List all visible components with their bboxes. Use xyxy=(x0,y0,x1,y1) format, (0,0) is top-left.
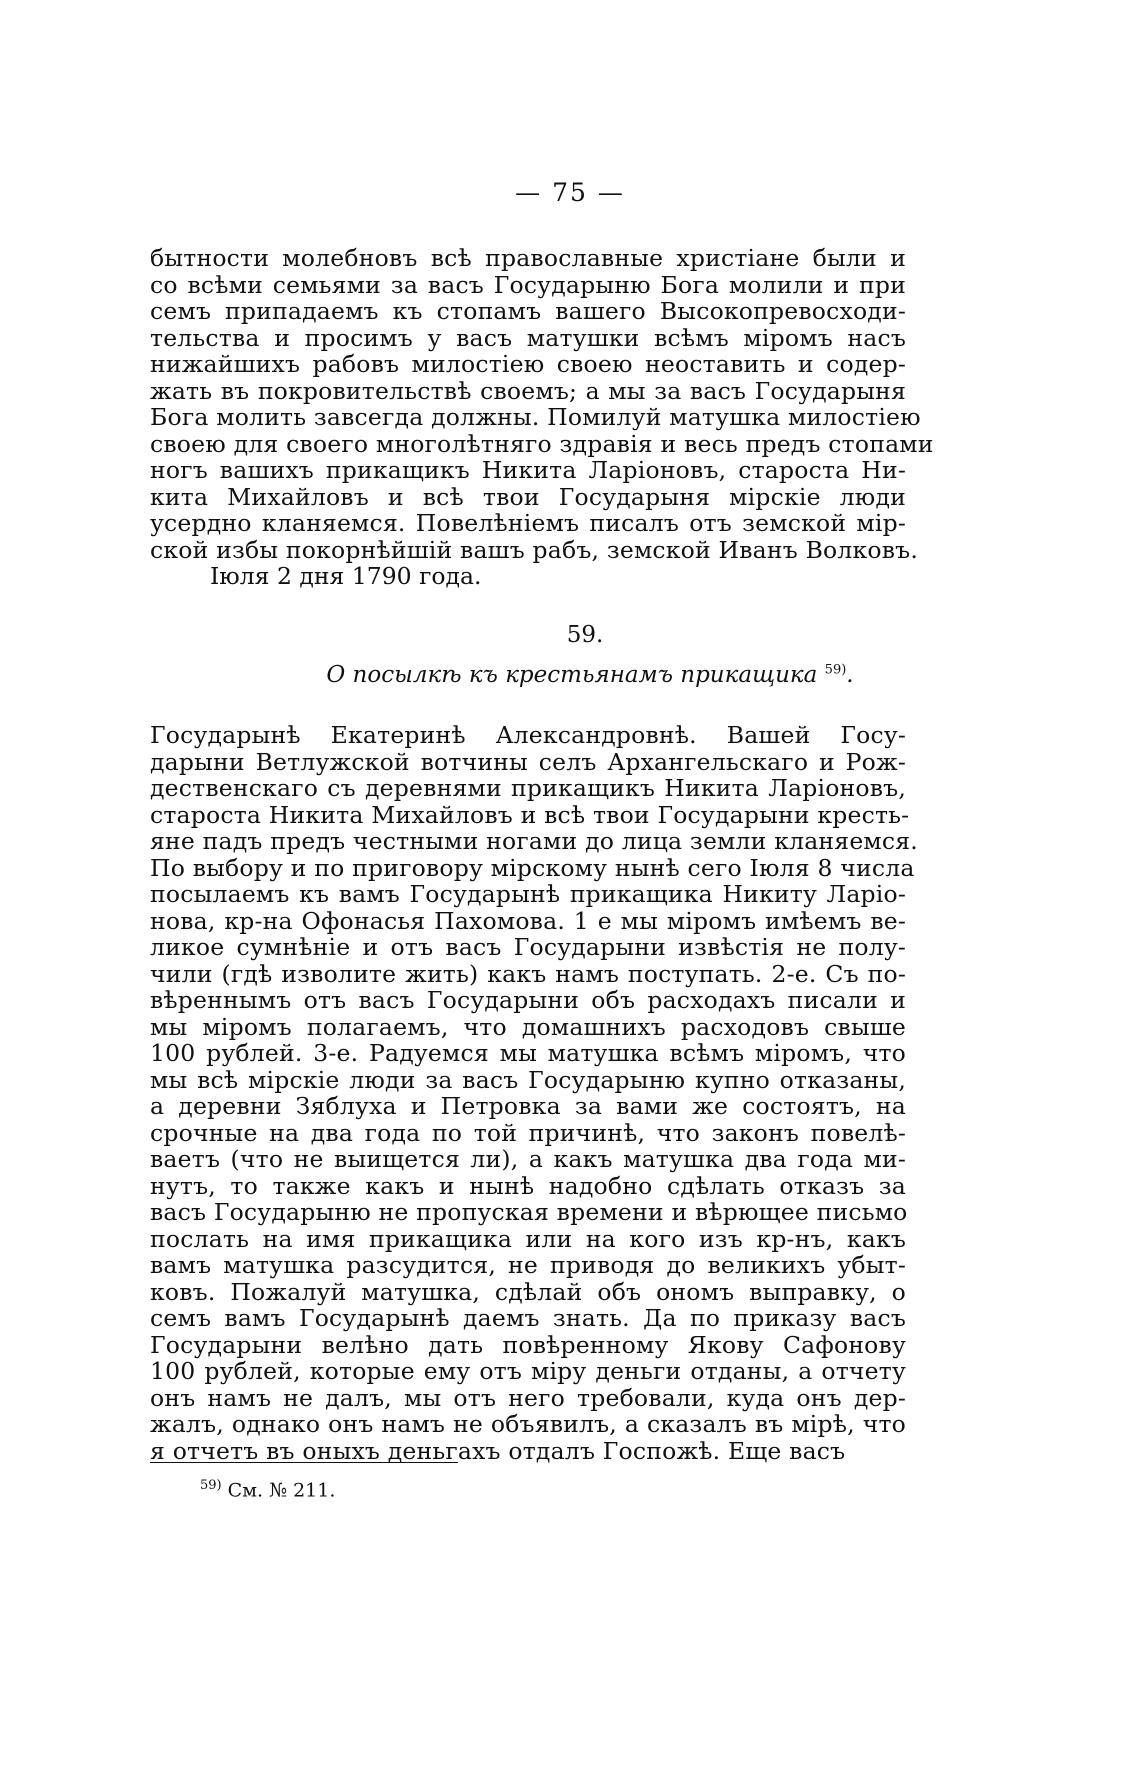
text-line: ваетъ (что не выищется ли), а какъ матушка два года ми- xyxy=(150,1145,906,1173)
text-line: дарыни Ветлужской вотчины селъ Архангельскаго и Рож- xyxy=(150,747,906,776)
footnote-marker: 59) xyxy=(200,1478,222,1493)
text-line: дественскаго съ деревнями прикащикъ Никита Ларіоновъ, xyxy=(150,774,906,802)
text-line: Бога молить завсегда должны. Помилуй матушка милостіею xyxy=(150,403,921,431)
letter-continuation xyxy=(150,244,934,564)
letter-date: Іюля 2 дня 1790 года. xyxy=(210,562,482,590)
document-number: 59. xyxy=(566,622,604,648)
text-line: нижайшихъ рабовъ милостіею своею неоставить и содер- xyxy=(150,350,906,378)
document-body xyxy=(150,721,918,1465)
footnote xyxy=(200,1478,335,1501)
text-line: усердно кланяемся. Повелѣніемъ писалъ отъ земской мір- xyxy=(150,509,906,537)
text-line: нова, кр-на Офонасья Пахомова. 1 е мы міромъ имѣемъ ве- xyxy=(150,906,906,935)
text-line: чили (гдѣ изволите жить) какъ намъ поступать. 2-е. Съ по- xyxy=(150,959,906,988)
text-line: Государыни велѣно дать повѣренному Якову Сафонову xyxy=(150,1330,906,1359)
text-line: семъ припадаемъ къ стопамъ вашего Высокопревосходи- xyxy=(150,297,906,325)
text-line: ковъ. Пожалуй матушка, сдѣлай объ ономъ выправку, о xyxy=(150,1277,906,1306)
text-line: жалъ, однако онъ намъ не объявилъ, а сказалъ въ мірѣ, что xyxy=(150,1410,906,1438)
footnote-text: См. № 211. xyxy=(227,1479,336,1502)
text-line: тельства и просимъ у васъ матушки всѣмъ міромъ насъ xyxy=(150,323,906,352)
text-line: вѣреннымъ отъ васъ Государыни объ расходахъ писали и xyxy=(150,986,906,1014)
text-line: нутъ, то также какъ и нынѣ надобно сдѣлать отказъ за xyxy=(150,1171,906,1200)
text-line: 100 рублей, которые ему отъ міру деньги отданы, а отчету xyxy=(150,1357,906,1385)
text-line: ликое сумнѣніе и отъ васъ Государыни извѣстія не полу- xyxy=(150,933,906,961)
text-line: 100 рублей. 3-е. Радуемся мы матушка всѣмъ міромъ, что xyxy=(150,1039,906,1067)
footnote-divider xyxy=(150,1462,458,1463)
text-line: бытности молебновъ всѣ православные христіане были и xyxy=(150,244,906,272)
text-line: Государынѣ Екатеринѣ Александровнѣ. Вашей Госу- xyxy=(150,721,906,749)
text-line: кита Михайловъ и всѣ твои Государыня мірскіе люди xyxy=(150,482,906,511)
text-line: жать въ покровительствѣ своемъ; а мы за васъ Государыня xyxy=(150,376,906,405)
document-title: О посылкѣ къ крестьянамъ прикащика $^{59)}$. xyxy=(326,662,854,688)
text-line: посылаемъ къ вамъ Государынѣ прикащика Никиту Ларіо- xyxy=(150,880,906,908)
text-line: ногъ вашихъ прикащикъ Никита Ларіоновъ, староста Ни- xyxy=(150,456,906,484)
text-line: яне падъ предъ честными ногами до лица земли кланяемся. xyxy=(150,827,918,855)
text-line: староста Никита Михайловъ и всѣ твои Государыни кресть- xyxy=(150,800,910,829)
text-line: мы всѣ мірскіе люди за васъ Государыню купно отказаны, xyxy=(150,1065,906,1094)
text-line: мы міромъ полагаемъ, что домашнихъ расходовъ свыше xyxy=(150,1012,906,1041)
document-title-text: О посылкѣ къ крестьянамъ прикащика xyxy=(326,662,818,688)
text-line: а деревни Зяблуха и Петровка за вами же состоятъ, на xyxy=(150,1092,906,1120)
text-line: со всѣми семьями за васъ Государыню Бога молили и при xyxy=(150,270,906,299)
text-line: своею для своего многолѣтняго здравія и весь предъ стопами xyxy=(150,429,934,458)
page-number: — 75 — xyxy=(515,178,625,207)
text-line: васъ Государыню не пропуская времени и вѣрющее письмо xyxy=(150,1198,908,1226)
text-line: ской избы покорнѣйшій вашъ рабъ, земской Иванъ Волковъ. xyxy=(150,535,919,564)
text-line: семъ вамъ Государынѣ даемъ знать. Да по приказу васъ xyxy=(150,1304,906,1332)
text-line: срочные на два года по той причинѣ, что законъ повелѣ- xyxy=(150,1118,906,1147)
text-line: послать на имя прикащика или на кого изъ кр-нъ, какъ xyxy=(150,1224,906,1253)
text-line: я отчетъ въ оныхъ деньгахъ отдалъ Госпожѣ. Еще васъ xyxy=(150,1436,846,1465)
text-line: онъ намъ не далъ, мы отъ него требовали, куда онъ дер- xyxy=(150,1383,906,1412)
text-line: По выбору и по приговору мірскому нынѣ сего Іюля 8 числа xyxy=(150,853,915,882)
text-line: вамъ матушка разсудится, не приводя до великихъ убыт- xyxy=(150,1251,906,1279)
footnote-reference: 59) xyxy=(824,662,847,678)
